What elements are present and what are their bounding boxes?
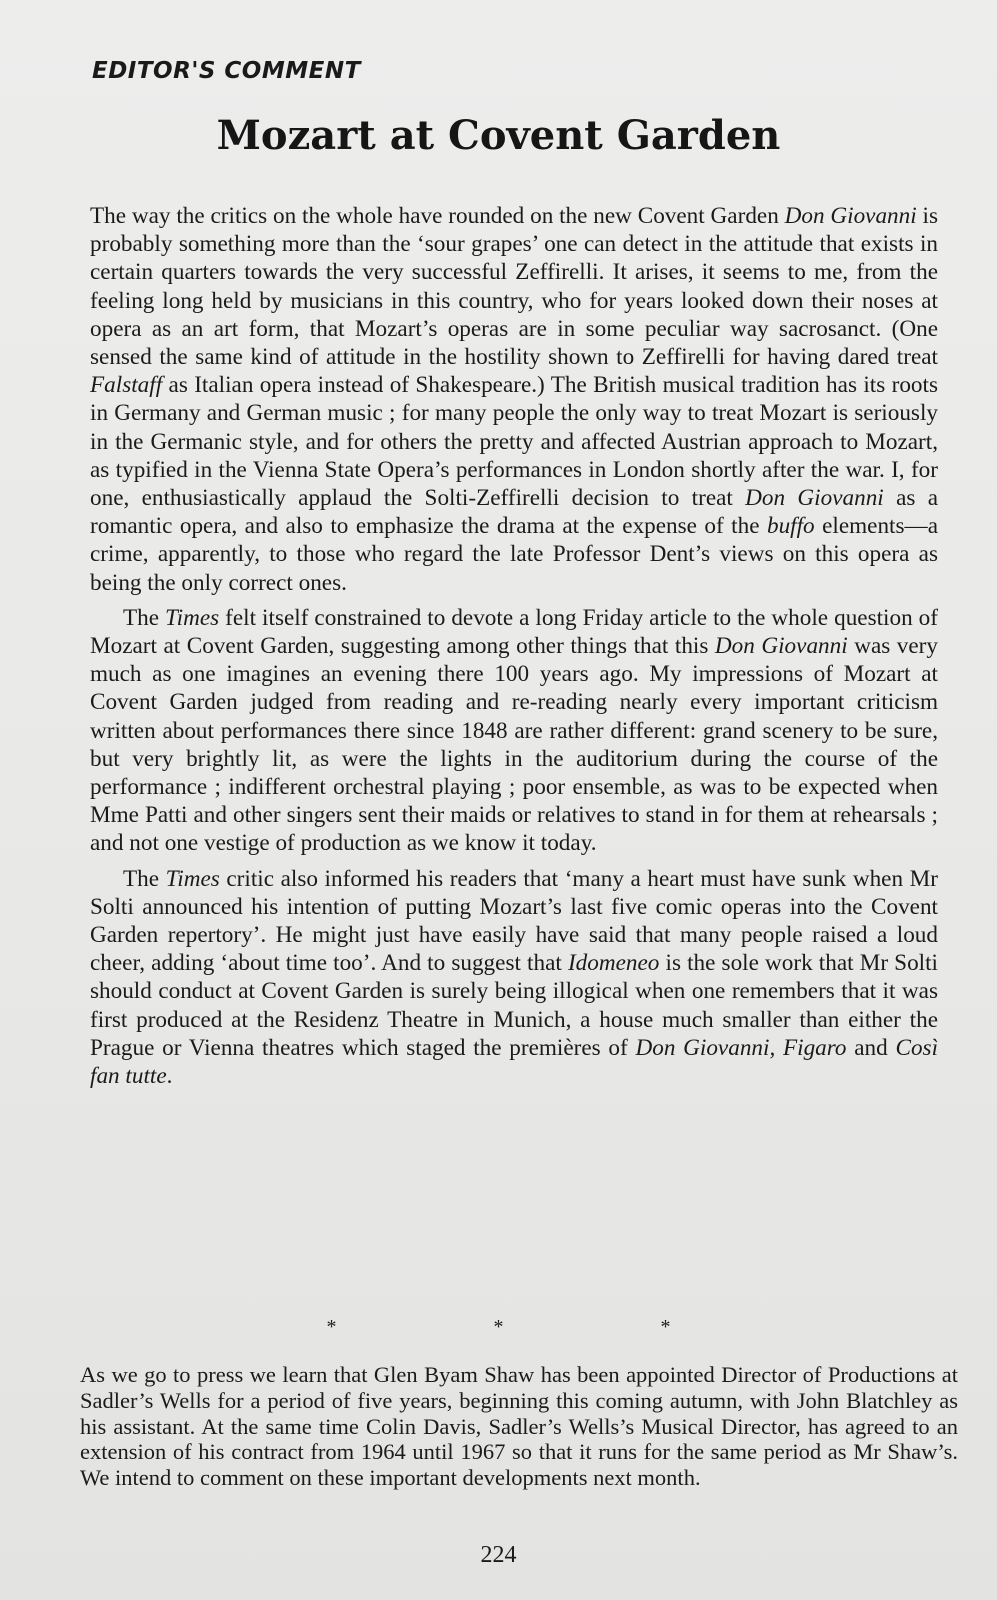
italic-title: Così fan tutte	[90, 1034, 939, 1090]
article-body	[90, 202, 938, 1097]
section-separator: * * *	[326, 1316, 747, 1338]
section-kicker: EDITOR'S COMMENT	[92, 58, 361, 84]
italic-title: Idomeneo	[567, 950, 660, 977]
article-title: Mozart at Covent Garden	[216, 112, 781, 159]
paragraph-3: The Times critic also informed his readers that ‘many a heart must have sunk when Mr Solti announced his intention of putting Mozart’s last five comic operas into the Covent Garden repertory’. He might just have easily have said that many people raised a loud cheer, adding ‘about time too’. And to suggest that Idomeneo is the sole work that Mr Solti should conduct at Covent Garden is surely being illogical when one remembers that it was first produced at the Residenz Theatre in Munich, a house much smaller than either the Prague or Vienna theatres which staged the premières of Don Giovanni, Figaro and Così fan tutte.	[90, 865, 939, 1090]
italic-title: Don Giovanni	[745, 485, 884, 512]
italic-title: Don Giovanni	[714, 633, 848, 660]
paragraph-2: The Times felt itself constrained to devote a long Friday article to the whole question of Mozart at Covent Garden, suggesting among other things that this Don Giovanni was very much as one imagines an evening there 100 years ago. My impressions of Mozart at Covent Garden judged from reading and re-reading nearly every important criticism written about performances there since 1848 are rather different: grand scenery to be sure, but very brightly lit, as were the lights in the auditorium during the course of the performance ; indifferent orchestral playing ; poor ensemble, as was to be expected when Mme Patti and other singers sent their maids or relatives to stand in for them at rehearsals ; and not one vestige of production as we know it today.	[90, 604, 938, 857]
page-number: 224	[480, 1542, 517, 1568]
italic-title: Falstaff	[90, 372, 163, 399]
italic-title: Don Giovanni, Figaro	[635, 1034, 847, 1061]
italic-title: buffo	[766, 513, 815, 540]
italic-title: Times	[165, 604, 220, 631]
paragraph-1: The way the critics on the whole have rounded on the new Covent Garden Don Giovanni is probably something more than the ‘sour grapes’ one can detect in the attitude that exists in certain quarters towards the very successful Zeffirelli. It arises, it seems to me, from the feeling long held by musicians in this country, who for years looked down their noses at opera as an art form, that Mozart’s operas are in some peculiar way sacrosanct. (One sensed the same kind of attitude in the hostility shown to Zeffirelli for having dared treat Falstaff as Italian opera instead of Shakespeare.) The British musical tradition has its roots in Germany and German music ; for many people the only way to treat Mozart is seriously in the Germanic style, and for others the pretty and affected Austrian approach to Mozart, as typified in the Vienna State Opera’s performances in London shortly after the war. I, for one, enthusiastically applaud the Solti-Zeffirelli decision to treat Don Giovanni as a romantic opera, and also to emphasize the drama at the expense of the buffo elements—a crime, apparently, to those who regard the late Professor Dent’s views on this opera as being the only correct ones.	[90, 203, 938, 596]
press-note	[80, 1362, 958, 1491]
italic-title: Don Giovanni	[784, 203, 917, 229]
press-note-text: As we go to press we learn that Glen Byam Shaw has been appointed Director of Productions at Sadler’s Wells for a period of five years, beginning this coming autumn, with John Blatchley as his assistant. At the same time Colin Davis, Sadler’s Wells’s Musical Director, has agreed to an extension of his contract from 1964 until 1967 so that it runs for the same period as Mr Shaw’s. We intend to comment on these important developments next month.	[80, 1362, 958, 1491]
italic-title: Times	[165, 865, 220, 892]
